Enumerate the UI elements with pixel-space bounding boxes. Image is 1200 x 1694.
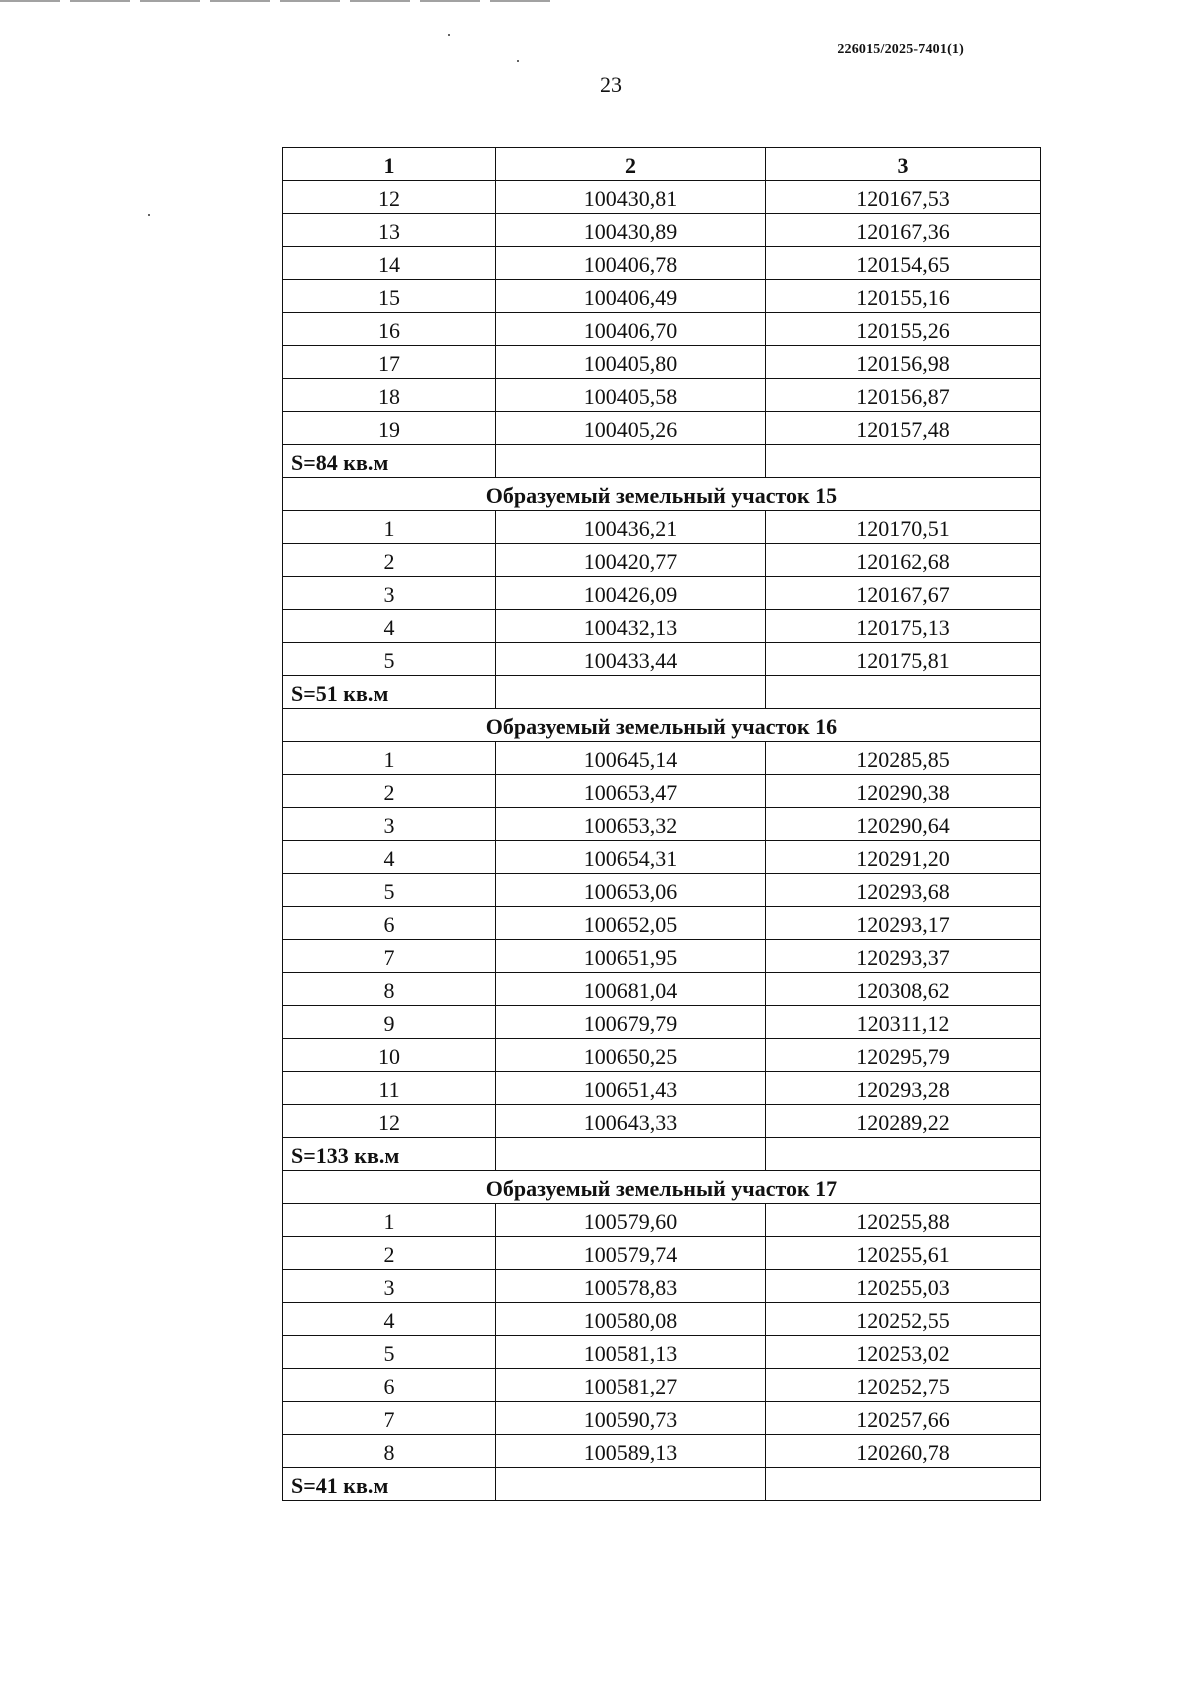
section-title-row <box>283 1171 1041 1204</box>
section-title: Образуемый земельный участок 17 <box>283 1171 1041 1204</box>
coordinate-y: 120162,68 <box>766 544 1041 577</box>
table-row <box>283 280 1041 313</box>
coordinate-x: 100406,49 <box>496 280 766 313</box>
table-body <box>283 181 1041 1501</box>
coordinate-y: 120156,98 <box>766 346 1041 379</box>
table-row <box>283 643 1041 676</box>
table-row <box>283 1270 1041 1303</box>
table-row <box>283 940 1041 973</box>
point-number: 1 <box>283 511 496 544</box>
coordinate-y: 120253,02 <box>766 1336 1041 1369</box>
coordinate-x: 100405,58 <box>496 379 766 412</box>
empty-cell <box>766 1138 1041 1171</box>
table-header-row <box>283 148 1041 181</box>
point-number: 6 <box>283 1369 496 1402</box>
coordinate-x: 100579,74 <box>496 1237 766 1270</box>
table-row <box>283 577 1041 610</box>
coordinate-x: 100652,05 <box>496 907 766 940</box>
coordinate-x: 100645,14 <box>496 742 766 775</box>
coordinate-x: 100433,44 <box>496 643 766 676</box>
column-header: 1 <box>283 148 496 181</box>
coordinate-y: 120175,13 <box>766 610 1041 643</box>
table-row <box>283 247 1041 280</box>
scan-speck <box>517 60 519 62</box>
coordinate-y: 120252,55 <box>766 1303 1041 1336</box>
point-number: 14 <box>283 247 496 280</box>
point-number: 12 <box>283 1105 496 1138</box>
empty-cell <box>496 1138 766 1171</box>
area-row <box>283 1468 1041 1501</box>
coordinate-y: 120260,78 <box>766 1435 1041 1468</box>
table-row <box>283 1006 1041 1039</box>
point-number: 4 <box>283 1303 496 1336</box>
table-row <box>283 313 1041 346</box>
coordinate-x: 100589,13 <box>496 1435 766 1468</box>
point-number: 17 <box>283 346 496 379</box>
coordinate-y: 120167,67 <box>766 577 1041 610</box>
point-number: 18 <box>283 379 496 412</box>
page-number: 23 <box>600 72 622 97</box>
point-number: 5 <box>283 874 496 907</box>
coordinate-x: 100578,83 <box>496 1270 766 1303</box>
coordinate-y: 120167,53 <box>766 181 1041 214</box>
coordinate-x: 100581,13 <box>496 1336 766 1369</box>
table-row <box>283 346 1041 379</box>
table-row <box>283 544 1041 577</box>
point-number: 7 <box>283 1402 496 1435</box>
area-value: S=133 кв.м <box>283 1138 496 1171</box>
coordinate-y: 120295,79 <box>766 1039 1041 1072</box>
point-number: 8 <box>283 973 496 1006</box>
area-value: S=51 кв.м <box>283 676 496 709</box>
point-number: 12 <box>283 181 496 214</box>
point-number: 5 <box>283 643 496 676</box>
table-row <box>283 841 1041 874</box>
coordinate-x: 100405,80 <box>496 346 766 379</box>
table-row <box>283 973 1041 1006</box>
coordinate-y: 120175,81 <box>766 643 1041 676</box>
coordinate-x: 100653,06 <box>496 874 766 907</box>
table-row <box>283 1435 1041 1468</box>
coordinate-y: 120293,68 <box>766 874 1041 907</box>
point-number: 11 <box>283 1072 496 1105</box>
coordinate-x: 100653,32 <box>496 808 766 841</box>
table-row <box>283 808 1041 841</box>
coordinate-y: 120285,85 <box>766 742 1041 775</box>
coordinate-x: 100430,89 <box>496 214 766 247</box>
scan-edge-mark <box>0 0 560 2</box>
point-number: 13 <box>283 214 496 247</box>
table-row <box>283 1072 1041 1105</box>
scan-speck <box>448 34 450 36</box>
coordinate-x: 100651,43 <box>496 1072 766 1105</box>
coordinate-x: 100432,13 <box>496 610 766 643</box>
coordinate-x: 100430,81 <box>496 181 766 214</box>
point-number: 2 <box>283 1237 496 1270</box>
coordinate-x: 100654,31 <box>496 841 766 874</box>
point-number: 1 <box>283 1204 496 1237</box>
empty-cell <box>496 1468 766 1501</box>
table-row <box>283 1105 1041 1138</box>
coordinates-table <box>282 147 1041 1501</box>
coordinate-x: 100579,60 <box>496 1204 766 1237</box>
coordinate-y: 120157,48 <box>766 412 1041 445</box>
table-row <box>283 379 1041 412</box>
table-row <box>283 610 1041 643</box>
empty-cell <box>496 676 766 709</box>
empty-cell <box>766 1468 1041 1501</box>
table-row <box>283 412 1041 445</box>
table-row <box>283 511 1041 544</box>
coordinate-x: 100651,95 <box>496 940 766 973</box>
table-row <box>283 181 1041 214</box>
point-number: 9 <box>283 1006 496 1039</box>
coordinate-y: 120252,75 <box>766 1369 1041 1402</box>
point-number: 6 <box>283 907 496 940</box>
column-header: 3 <box>766 148 1041 181</box>
empty-cell <box>766 445 1041 478</box>
area-row <box>283 1138 1041 1171</box>
empty-cell <box>496 445 766 478</box>
area-row <box>283 676 1041 709</box>
table-row <box>283 1303 1041 1336</box>
section-title: Образуемый земельный участок 16 <box>283 709 1041 742</box>
table-row <box>283 214 1041 247</box>
coordinate-x: 100580,08 <box>496 1303 766 1336</box>
point-number: 8 <box>283 1435 496 1468</box>
area-value: S=84 кв.м <box>283 445 496 478</box>
point-number: 3 <box>283 577 496 610</box>
coordinate-x: 100426,09 <box>496 577 766 610</box>
scan-speck <box>148 214 150 216</box>
coordinate-y: 120293,37 <box>766 940 1041 973</box>
document-reference: 226015/2025-7401(1) <box>837 42 964 57</box>
point-number: 4 <box>283 841 496 874</box>
point-number: 10 <box>283 1039 496 1072</box>
coordinate-y: 120293,17 <box>766 907 1041 940</box>
point-number: 2 <box>283 775 496 808</box>
coordinate-y: 120156,87 <box>766 379 1041 412</box>
coordinate-y: 120170,51 <box>766 511 1041 544</box>
point-number: 16 <box>283 313 496 346</box>
table-row <box>283 907 1041 940</box>
table-row <box>283 775 1041 808</box>
section-title: Образуемый земельный участок 15 <box>283 478 1041 511</box>
point-number: 3 <box>283 808 496 841</box>
table-row <box>283 1336 1041 1369</box>
point-number: 5 <box>283 1336 496 1369</box>
area-value: S=41 кв.м <box>283 1468 496 1501</box>
coordinate-x: 100653,47 <box>496 775 766 808</box>
coordinate-x: 100436,21 <box>496 511 766 544</box>
empty-cell <box>766 676 1041 709</box>
coordinate-x: 100681,04 <box>496 973 766 1006</box>
point-number: 7 <box>283 940 496 973</box>
coordinate-x: 100590,73 <box>496 1402 766 1435</box>
coordinate-y: 120293,28 <box>766 1072 1041 1105</box>
point-number: 15 <box>283 280 496 313</box>
table-row <box>283 1039 1041 1072</box>
coordinate-y: 120290,38 <box>766 775 1041 808</box>
coordinate-x: 100405,26 <box>496 412 766 445</box>
coordinate-y: 120308,62 <box>766 973 1041 1006</box>
section-title-row <box>283 709 1041 742</box>
coordinate-y: 120290,64 <box>766 808 1041 841</box>
area-row <box>283 445 1041 478</box>
coordinate-y: 120154,65 <box>766 247 1041 280</box>
column-header: 2 <box>496 148 766 181</box>
point-number: 19 <box>283 412 496 445</box>
coordinate-x: 100650,25 <box>496 1039 766 1072</box>
table-row <box>283 1237 1041 1270</box>
point-number: 1 <box>283 742 496 775</box>
point-number: 4 <box>283 610 496 643</box>
coordinate-x: 100406,78 <box>496 247 766 280</box>
coordinate-y: 120255,88 <box>766 1204 1041 1237</box>
coordinate-y: 120257,66 <box>766 1402 1041 1435</box>
table-row <box>283 1369 1041 1402</box>
coordinate-x: 100406,70 <box>496 313 766 346</box>
table-row <box>283 1204 1041 1237</box>
section-title-row <box>283 478 1041 511</box>
coordinate-x: 100420,77 <box>496 544 766 577</box>
coordinate-y: 120167,36 <box>766 214 1041 247</box>
point-number: 2 <box>283 544 496 577</box>
coordinate-y: 120155,16 <box>766 280 1041 313</box>
table-row <box>283 874 1041 907</box>
coordinate-x: 100679,79 <box>496 1006 766 1039</box>
table-row <box>283 742 1041 775</box>
coordinate-y: 120255,61 <box>766 1237 1041 1270</box>
table-row <box>283 1402 1041 1435</box>
coordinate-y: 120255,03 <box>766 1270 1041 1303</box>
coordinate-x: 100643,33 <box>496 1105 766 1138</box>
coordinate-y: 120155,26 <box>766 313 1041 346</box>
coordinate-y: 120311,12 <box>766 1006 1041 1039</box>
coordinate-x: 100581,27 <box>496 1369 766 1402</box>
point-number: 3 <box>283 1270 496 1303</box>
coordinate-y: 120289,22 <box>766 1105 1041 1138</box>
coordinate-y: 120291,20 <box>766 841 1041 874</box>
